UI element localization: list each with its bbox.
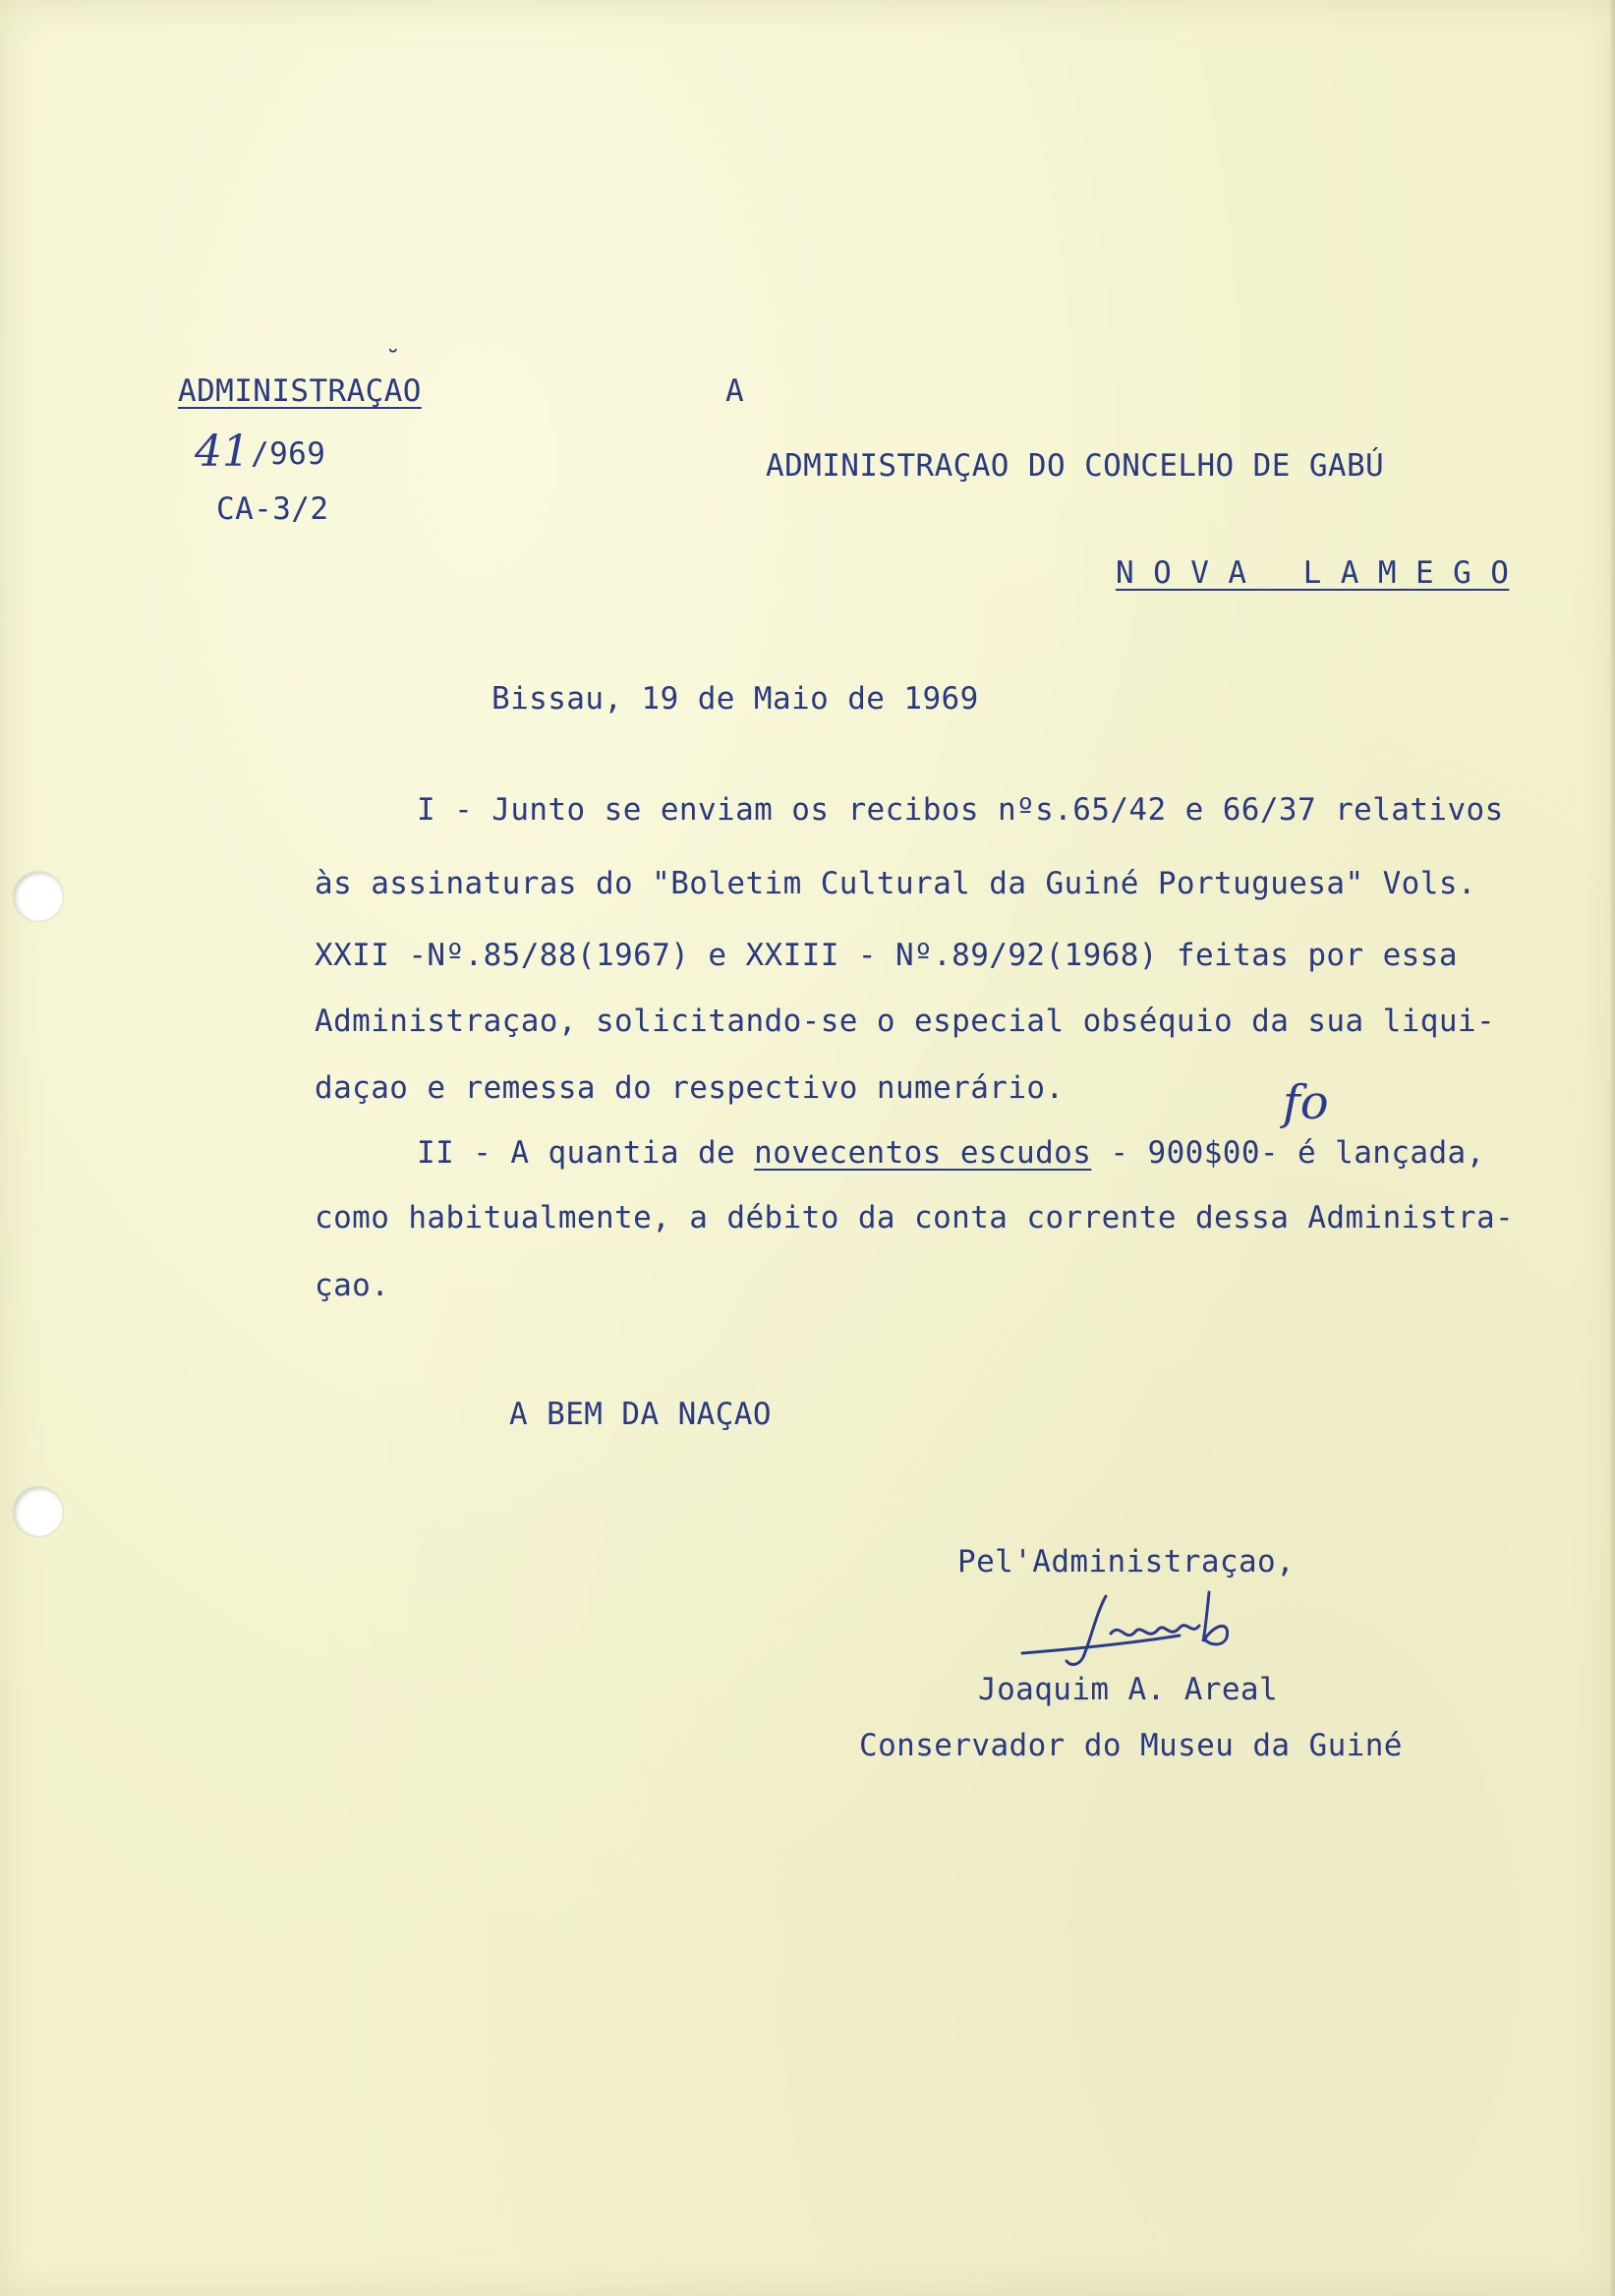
reference-year: /969 [251, 436, 326, 472]
date-line: Bissau, 19 de Maio de 1969 [491, 681, 979, 717]
page-edge-shadow [1609, 0, 1615, 2296]
paragraph-1-line-5: daçao e remessa do respectivo numerário. [315, 1070, 1065, 1106]
on-behalf-line: Pel'Administraçao, [957, 1544, 1296, 1579]
recipient-city: N O V A L A M E G O [1116, 555, 1510, 591]
handwritten-mark: fo [1283, 1075, 1329, 1130]
paragraph-2-line-3: çao. [315, 1268, 390, 1303]
reference-code: CA-3/2 [216, 491, 329, 527]
punch-hole-bottom [14, 1487, 63, 1536]
paragraph-2-line-1 [417, 1135, 1485, 1171]
addressee-marker: A [725, 373, 745, 409]
amount-figure: - 900$00- é lançada, [1091, 1135, 1485, 1171]
punch-hole-top [14, 872, 63, 921]
paragraph-1-line-4: Administraçao, solicitando-se o especial obséquio da sua liqui- [315, 1004, 1496, 1039]
signer-title: Conservador do Museu da Guiné [859, 1728, 1403, 1763]
paragraph-1-line-1: I - Junto se enviam os recibos nºs.65/42 e 66/37 relativos [417, 792, 1504, 828]
paragraph-2-intro: II - A quantia de [417, 1135, 755, 1171]
signature-image [1012, 1584, 1288, 1673]
tilde-mark: ˘ [385, 346, 401, 375]
signer-name: Joaquim A. Areal [978, 1672, 1279, 1707]
paragraph-1-line-3: XXII -Nº.85/88(1967) e XXIII - Nº.89/92(1968) feitas por essa [315, 938, 1458, 973]
sender-heading: ADMINISTRAÇAO [178, 373, 422, 409]
recipient-name: ADMINISTRAÇAO DO CONCELHO DE GABÚ [766, 448, 1385, 484]
amount-in-words: novecentos escudos [754, 1135, 1092, 1171]
paragraph-1-line-2: às assinaturas do "Boletim Cultural da Guiné Portuguesa" Vols. [315, 866, 1476, 901]
salutation: A BEM DA NAÇAO [509, 1397, 772, 1432]
reference-number-handwritten: 41 [195, 427, 250, 477]
paragraph-2-line-2: como habitualmente, a débito da conta corrente dessa Administra- [315, 1200, 1515, 1235]
